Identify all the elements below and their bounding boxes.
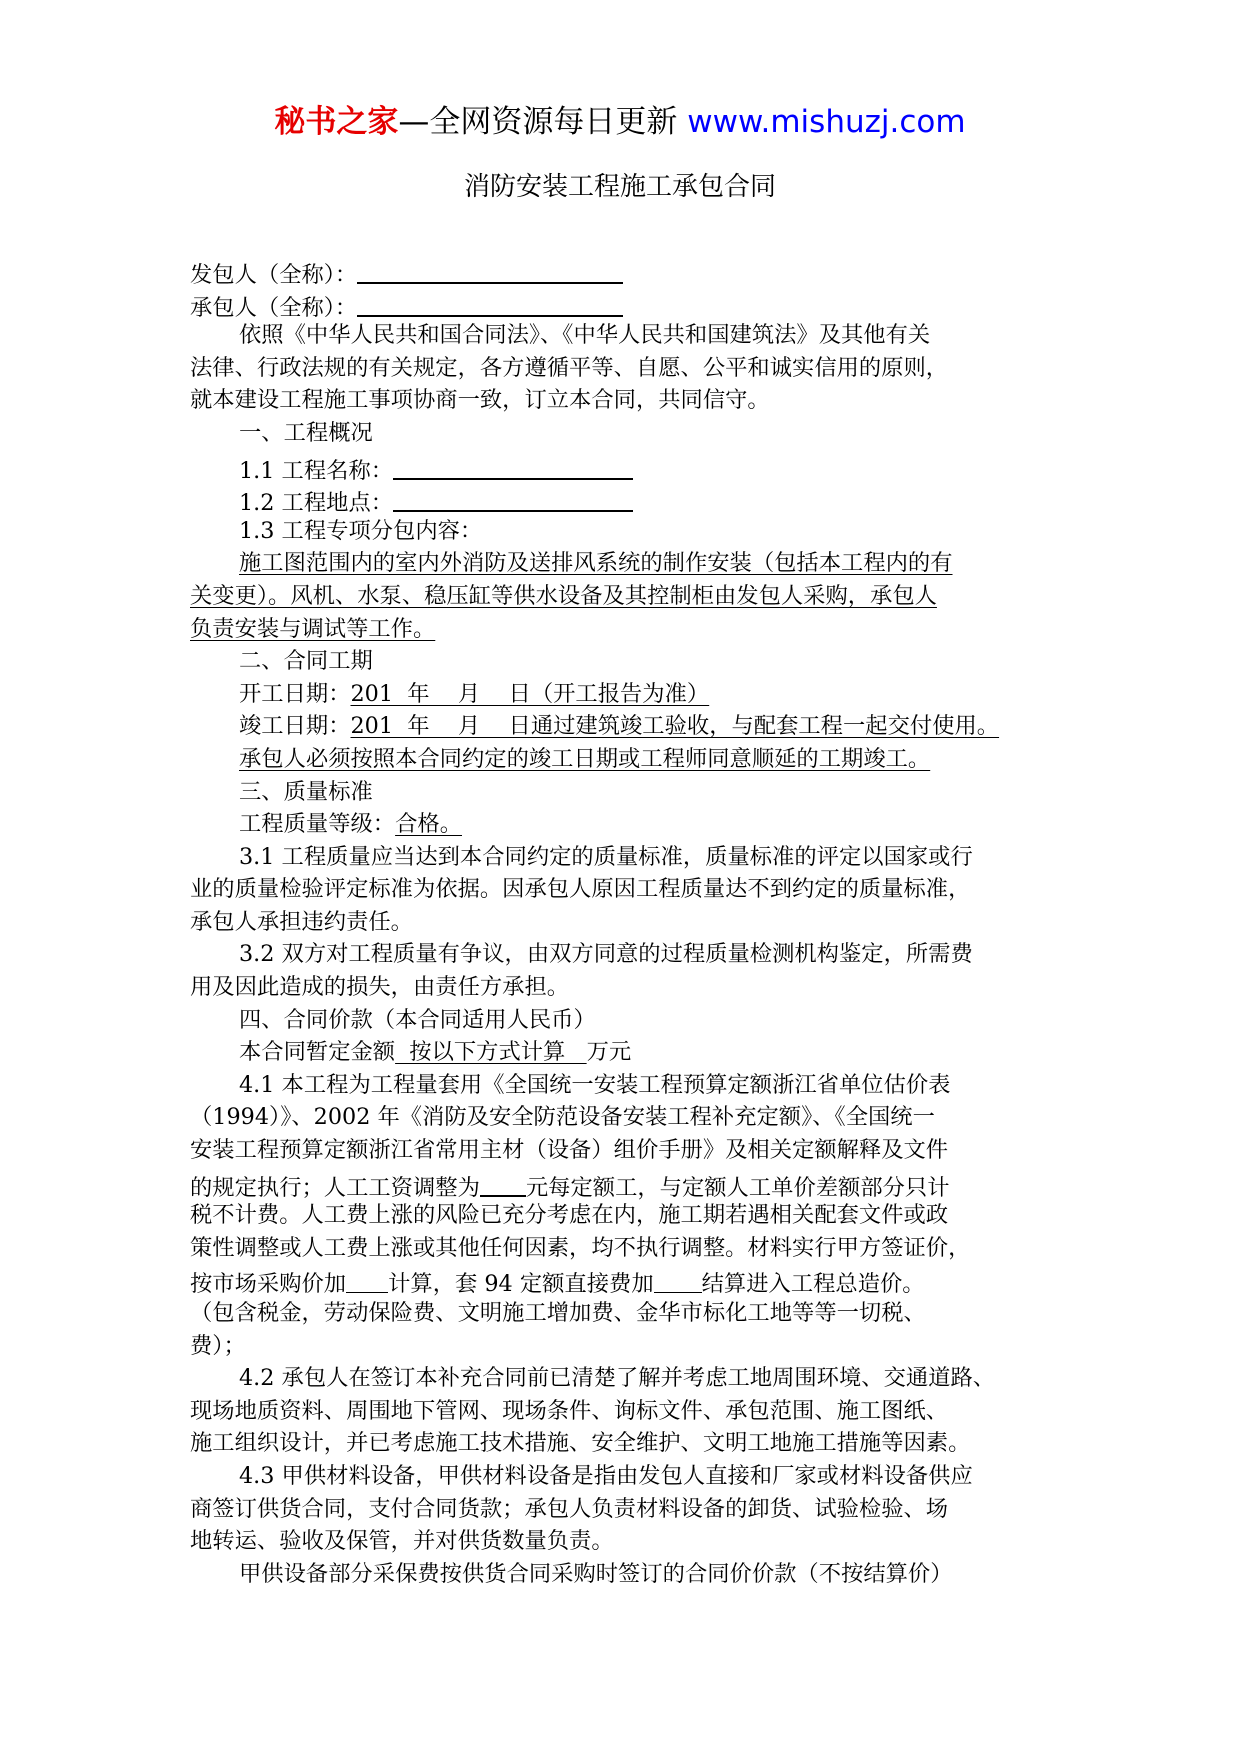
project-place-label: 1.2 工程地点： — [239, 490, 394, 517]
contractor-blank-field[interactable] — [357, 289, 623, 317]
wage-adjust-suffix: 元每定额工，与定额人工单价差额部分只计 — [525, 1174, 950, 1201]
clause-3-2-line: 3.2 双方对工程质量有争议，由双方同意的过程质量检测机构鉴定，所需费 — [239, 941, 973, 968]
clause-4-3-line: 商签订供货合同，支付合同货款；承包人负责材料设备的卸货、试验检验、场 — [190, 1495, 949, 1522]
preamble-line: 依照《中华人民共和国合同法》、《中华人民共和国建筑法》及其他有关 — [239, 322, 931, 349]
market-price-text-b: 计算，套 94 定额直接费加 — [388, 1271, 654, 1298]
clause-4-1-line: （包含税金，劳动保险费、文明施工增加费、金华市标化工地等等一切税、 — [190, 1300, 926, 1326]
markup-blank-field[interactable] — [346, 1266, 388, 1293]
project-name-blank-field[interactable] — [393, 452, 633, 480]
employer-blank-field[interactable] — [357, 256, 623, 284]
clause-4-1-line: （1994）》、2002 年《消防及安全防范设备安装工程补充定额》、《全国统一 — [190, 1104, 935, 1131]
market-price-line — [190, 1264, 1060, 1297]
banner-brand: 秘书之家 — [274, 104, 399, 140]
schedule-note: 承包人必须按照本合同约定的竣工日期或工程师同意顺延的工期竣工。 — [239, 745, 931, 772]
project-place-blank-field[interactable] — [393, 484, 633, 512]
clause-4-1-line: 税不计费。人工费上涨的风险已充分考虑在内，施工期若遇相关配套文件或政 — [190, 1202, 949, 1229]
clause-4-1-line: 4.1 本工程为工程量套用《全国统一安装工程预算定额浙江省单位估价表 — [239, 1071, 951, 1098]
end-date-value: 201 年 月 日通过建筑竣工验收，与配套工程一起交付使用。 — [350, 713, 1000, 740]
project-name-label: 1.1 工程名称： — [239, 457, 394, 484]
clause-4-1-line: 策性调整或人工费上涨或其他任何因素，均不执行调整。材料实行甲方签证价， — [190, 1234, 971, 1261]
start-date-value: 201 年 月 日（开工报告为准） — [350, 680, 710, 707]
employer-label: 发包人（全称）： — [190, 262, 358, 288]
wage-adjust-prefix: 的规定执行；人工工资调整为 — [190, 1174, 480, 1201]
scope-line — [190, 580, 1060, 613]
project-place-line — [190, 482, 1060, 515]
contract-amount-line — [190, 1036, 1060, 1069]
contract-amount-value: 按以下方式计算 — [395, 1039, 587, 1066]
banner-url-link[interactable]: www.mishuzj.com — [687, 104, 966, 140]
banner-slogan: —全网资源每日更新 — [398, 104, 688, 140]
section-4-heading: 四、合同价款（本合同适用人民币） — [239, 1006, 596, 1033]
contract-amount-unit: 万元 — [586, 1039, 632, 1066]
clause-4-2-line: 4.2 承包人在签订本补充合同前已清楚了解并考虑工地周围环境、交通道路、 — [239, 1365, 996, 1392]
clause-3-1-line: 3.1 工程质量应当达到本合同约定的质量标准，质量标准的评定以国家或行 — [239, 843, 973, 870]
quality-grade-line — [190, 808, 1060, 841]
market-price-text-a: 按市场采购价加 — [190, 1271, 347, 1298]
preamble-line: 法律、行政法规的有关规定，各方遵循平等、自愿、公平和诚实信用的原则， — [190, 354, 949, 381]
clause-4-2-line: 施工组织设计，并已考虑施工技术措施、安全维护、文明工地施工措施等因素。 — [190, 1430, 971, 1457]
clause-4-1-line: 安装工程预算定额浙江省常用主材（设备）组价手册》及相关定额解释及文件 — [190, 1137, 949, 1164]
scope-line — [190, 613, 1060, 646]
quality-grade-label: 工程质量等级： — [239, 811, 396, 838]
quality-grade-value: 合格。 — [395, 811, 462, 838]
preamble-line: 就本建设工程施工事项协商一致，订立本合同，共同信守。 — [190, 387, 770, 414]
scope-text: 负责安装与调试等工作。 — [190, 615, 436, 642]
clause-3-2-line: 用及因此造成的损失，由责任方承担。 — [190, 974, 570, 1001]
market-price-text-c: 结算进入工程总造价。 — [701, 1271, 925, 1298]
clause-4-4-line: 甲供设备部分采保费按供货合同采购时签订的合同价价款（不按结算价） — [239, 1560, 953, 1587]
clause-4-3-line: 地转运、验收及保管，并对供货数量负责。 — [190, 1528, 614, 1555]
clause-4-3-line: 4.3 甲供材料设备，甲供材料设备是指由发包人直接和厂家或材料设备供应 — [239, 1462, 973, 1489]
start-date-label: 开工日期： — [239, 680, 351, 707]
schedule-note-line — [190, 743, 1060, 776]
scope-label: 1.3 工程专项分包内容： — [239, 517, 483, 544]
scope-text: 施工图范围内的室内外消防及送排风系统的制作安装（包括本工程内的有 — [239, 550, 953, 577]
end-date-line — [190, 710, 1060, 743]
contractor-line — [190, 287, 1060, 320]
site-banner — [0, 100, 1240, 144]
scope-line — [190, 547, 1060, 580]
wage-blank-field[interactable] — [480, 1169, 526, 1197]
wage-adjust-line — [190, 1167, 1060, 1200]
clause-4-2-line: 现场地质资料、周围地下管网、现场条件、询标文件、承包范围、施工图纸、 — [190, 1397, 949, 1424]
contractor-label: 承包人（全称）： — [190, 294, 358, 321]
direct-cost-blank-field[interactable] — [654, 1266, 702, 1293]
contract-amount-label: 本合同暂定金额 — [239, 1039, 396, 1066]
project-name-line — [190, 450, 1060, 483]
section-2-heading: 二、合同工期 — [239, 648, 373, 675]
employer-line — [190, 254, 1060, 287]
document-title: 消防安装工程施工承包合同 — [463, 172, 776, 202]
section-3-heading: 三、质量标准 — [239, 778, 373, 805]
end-date-label: 竣工日期： — [239, 713, 351, 740]
clause-3-1-line: 承包人承担违约责任。 — [190, 908, 413, 935]
section-1-heading: 一、工程概况 — [239, 419, 373, 446]
clause-4-1-line: 费）； — [190, 1332, 246, 1359]
scope-text: 关变更）。风机、水泵、稳压缸等供水设备及其控制柜由发包人采购，承包人 — [190, 582, 937, 609]
contract-body — [190, 254, 1060, 1590]
start-date-line — [190, 678, 1060, 711]
clause-3-1-line: 业的质量检验评定标准为依据。因承包人原因工程质量达不到约定的质量标准， — [190, 876, 971, 903]
